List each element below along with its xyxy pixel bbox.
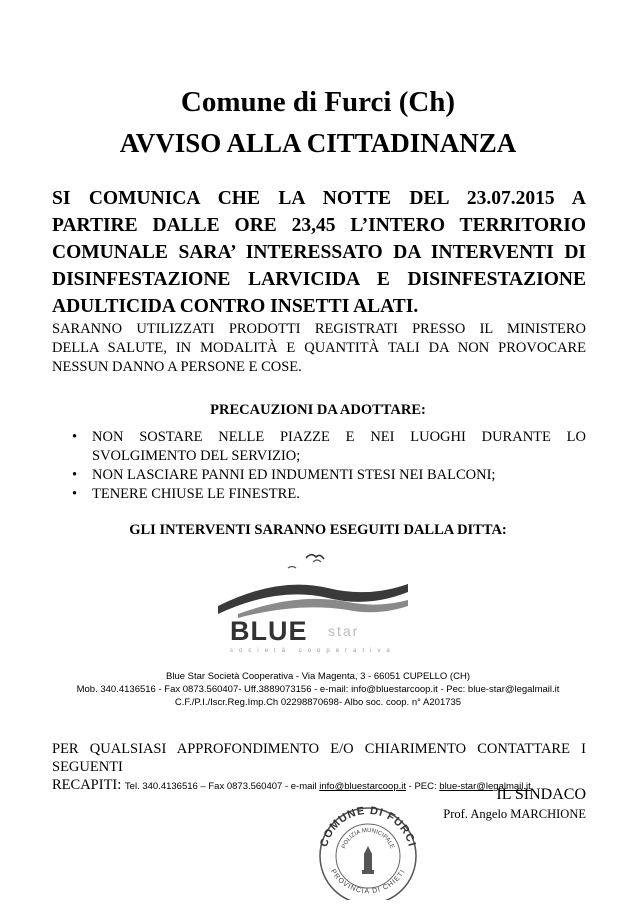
- announcement-line: DISINFESTAZIONE LARVICIDA E DISINFESTAZIONE: [52, 269, 586, 290]
- logo-wordmark-faded: star: [328, 623, 360, 639]
- signature-block: [443, 786, 586, 822]
- list-item: [72, 485, 586, 504]
- company-heading: GLI INTERVENTI SARANNO ESEGUITI DALLA DITTA:: [129, 522, 507, 538]
- blue-star-logo: [218, 548, 418, 658]
- notice-title: AVVISO ALLA CITTADINANZA: [119, 128, 517, 158]
- contact-email-link[interactable]: info@bluestarcoop.it: [319, 781, 407, 792]
- contact-pec-label: - PEC:: [406, 781, 440, 792]
- company-registration: C.F./P.I./Iscr.Reg.Imp.Ch 02298870698- Albo soc. coop. n° A201735: [174, 697, 462, 708]
- logo-tagline: società cooperativa: [230, 648, 396, 654]
- contact-line-prefix: RECAPITI:: [52, 777, 125, 793]
- municipal-stamp: [312, 798, 424, 900]
- list-item-line: NON SOSTARE NELLE PIAZZE E NEI LUOGHI DURANTE LO: [92, 429, 586, 445]
- mayor-title: IL SINDACO: [496, 786, 586, 803]
- list-item-line: TENERE CHIUSE LE FINESTRE.: [92, 486, 300, 502]
- list-item-line: NON LASCIARE PANNI ED INDUMENTI STESI NEI BALCONI;: [92, 467, 496, 483]
- announcement-line: ADULTICIDA CONTRO INSETTI ALATI.: [52, 296, 419, 317]
- stamp-seal-icon: [312, 798, 424, 900]
- list-item: [72, 466, 586, 485]
- mayor-name: Prof. Angelo MARCHIONE: [443, 807, 586, 821]
- logo-birds-waves-icon: [218, 548, 418, 618]
- announcement-paragraph: [52, 185, 586, 320]
- precautions-heading: PRECAUZIONI DA ADOTTARE:: [210, 402, 426, 418]
- logo-wordmark: BLUE: [230, 616, 308, 646]
- bullet-icon: •: [72, 467, 78, 483]
- company-details: [0, 670, 636, 709]
- products-line: DELLA SALUTE, IN MODALITÀ E QUANTITÀ TALI DA NON PROVOCARE: [52, 340, 586, 356]
- bullet-icon: •: [72, 486, 78, 502]
- list-item: [72, 428, 586, 466]
- contact-pec-link[interactable]: blue-star@legalmail.it: [439, 781, 531, 792]
- products-paragraph: [52, 320, 586, 377]
- list-item-line: SVOLGIMENTO DEL SERVIZIO;: [92, 448, 301, 464]
- stamp-text-bottom: PROVINCIA DI CHIETI: [329, 868, 407, 896]
- contact-line: PER QUALSIASI APPROFONDIMENTO E/O CHIARIMENTO CONTATTARE I SEGUENTI: [52, 741, 586, 775]
- announcement-line: SI COMUNICA CHE LA NOTTE DEL 23.07.2015 A: [52, 188, 586, 209]
- bullet-icon: •: [72, 429, 78, 445]
- company-contacts: Mob. 340.4136516 - Fax 0873.560407- Uff.3889073156 - e-mail: info@bluestarcoop.it - Pec: blue-star@legalmail.it: [76, 684, 560, 695]
- products-line: SARANNO UTILIZZATI PRODOTTI REGISTRATI PRESSO IL MINISTERO: [52, 321, 586, 337]
- announcement-line: PARTIRE DALLE ORE 23,45 L’INTERO TERRITORIO: [52, 215, 586, 236]
- precautions-list: [72, 428, 586, 504]
- contact-phone-details: Tel. 340.4136516 – Fax 0873.560407 - e-mail: [124, 781, 320, 792]
- svg-text:COMUNE DI FURCI: [318, 805, 418, 849]
- company-address: Blue Star Società Cooperativa - Via Magenta, 3 - 66051 CUPELLO (CH): [166, 671, 470, 682]
- stamp-text-inner: POLIZIA MUNICIPALE: [341, 827, 395, 850]
- municipality-title: Comune di Furci (Ch): [180, 86, 456, 118]
- announcement-line: COMUNALE SARA’ INTERESSATO DA INTERVENTI DI: [52, 242, 586, 263]
- products-line: NESSUN DANNO A PERSONE E COSE.: [52, 359, 302, 375]
- stamp-text-top: COMUNE DI FURCI: [318, 804, 418, 849]
